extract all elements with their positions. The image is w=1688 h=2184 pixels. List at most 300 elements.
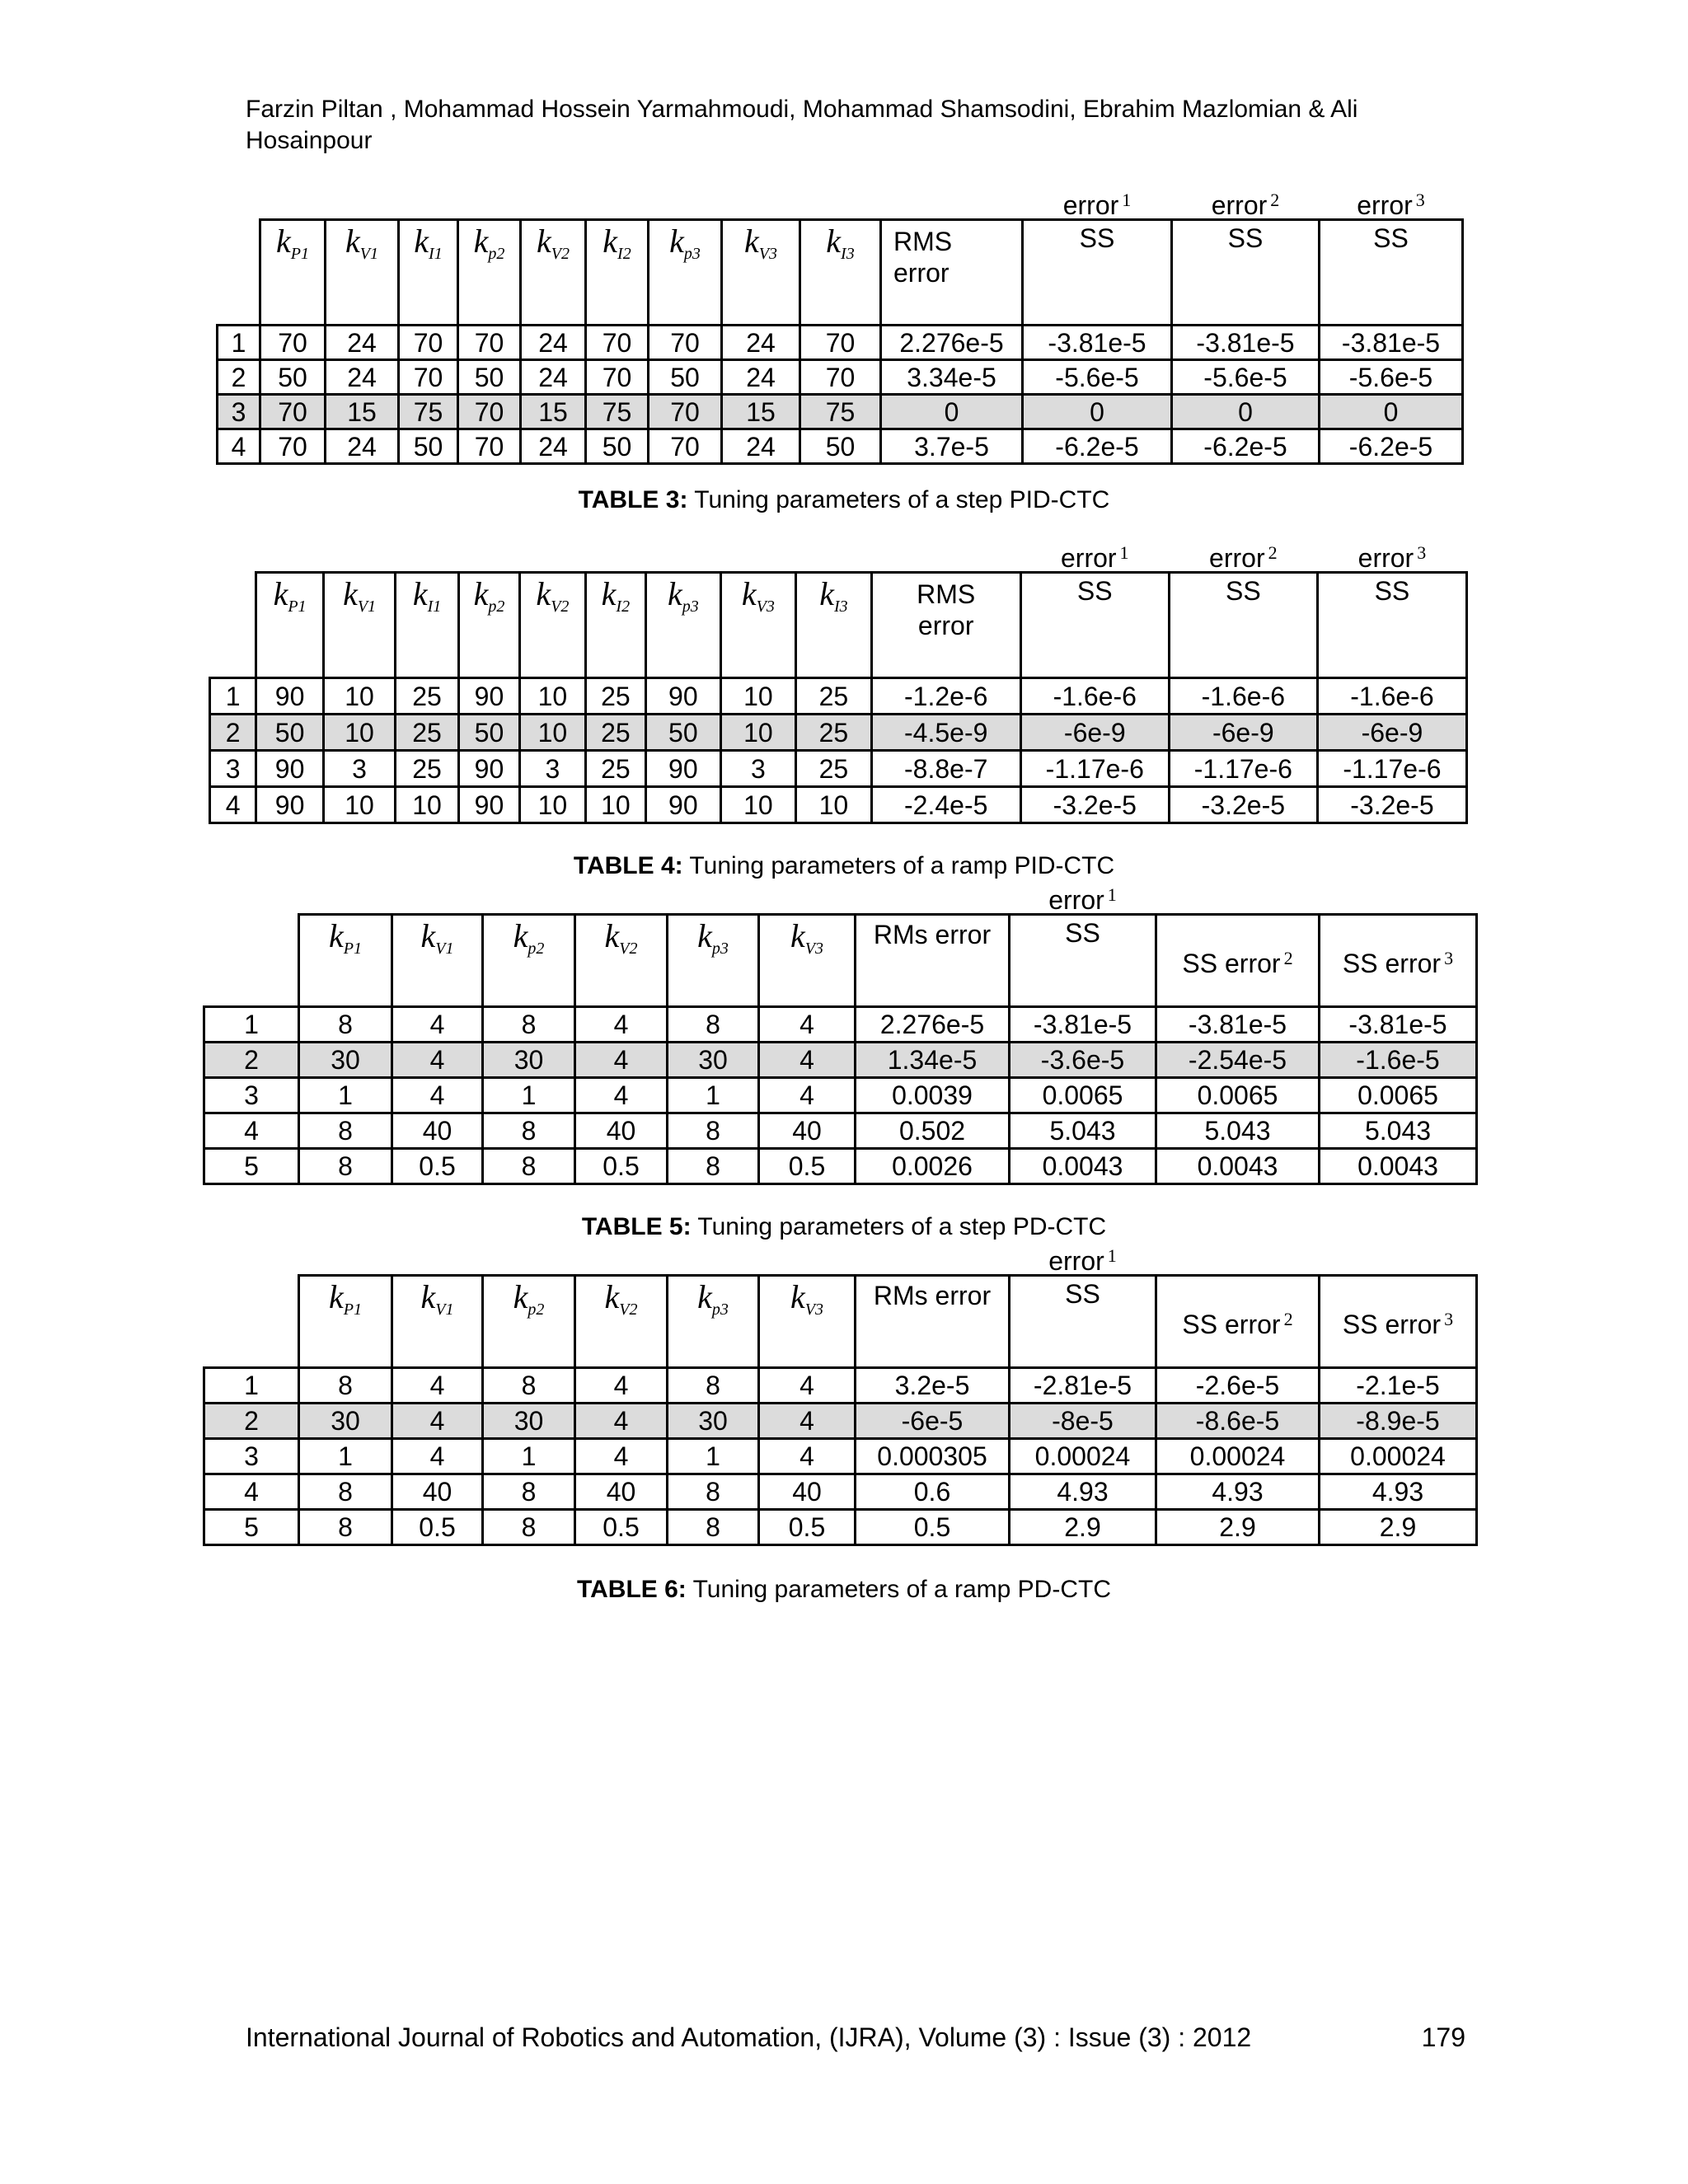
kV2-header: $k_{V2}$ (521, 220, 586, 326)
table-cell: 10 (520, 787, 585, 823)
table-cell: 90 (458, 787, 519, 823)
kP1-header: $k_{P1}$ (260, 220, 326, 326)
table-cell: 10 (520, 715, 585, 751)
table-cell: 0.5 (856, 1510, 1010, 1545)
table-cell: 25 (396, 715, 458, 751)
table-cell: 70 (458, 395, 521, 429)
table-cell: 15 (722, 395, 800, 429)
kV3-header: $k_{V3}$ (720, 573, 796, 678)
corner-cell (204, 915, 299, 1007)
table-cell: 25 (585, 751, 645, 787)
table-6 (203, 1245, 1478, 1546)
table-cell: 1 (668, 1439, 759, 1474)
table-cell: 70 (399, 360, 458, 395)
table-cell: 90 (646, 787, 721, 823)
table-cell: 0.0043 (1010, 1149, 1156, 1184)
table-cell: 0.6 (856, 1474, 1010, 1510)
table-cell: 4 (392, 1368, 483, 1404)
kp2-header: $k_{p2}$ (458, 573, 519, 678)
table-cell: 40 (392, 1474, 483, 1510)
table-cell: 4 (392, 1043, 483, 1078)
kp3-header: $k_{p3}$ (668, 1276, 759, 1368)
table-cell: 0.5 (759, 1510, 856, 1545)
table-4-caption: TABLE 4: Tuning parameters of a ramp PID-CTC (573, 852, 1115, 879)
table-cell: 8 (483, 1510, 575, 1545)
table-cell: 8 (299, 1113, 392, 1149)
kV1-header: $k_{V1}$ (326, 220, 399, 326)
kV3-header: $k_{V3}$ (722, 220, 800, 326)
table-4 (209, 542, 1468, 824)
row-number-cell: 1 (204, 1368, 299, 1404)
table-5-header-row (204, 915, 1477, 1007)
table-cell: 0.0065 (1320, 1078, 1477, 1113)
table-cell: 30 (299, 1043, 392, 1078)
table-cell: 0.00024 (1156, 1439, 1320, 1474)
table-row (218, 429, 1463, 464)
table-cell: 30 (299, 1404, 392, 1439)
table-cell: -3.81e-5 (1320, 1007, 1477, 1043)
table-cell: 4 (759, 1368, 856, 1404)
table-cell: -3.81e-5 (1172, 326, 1320, 360)
table-cell: 0 (1172, 395, 1320, 429)
table-cell: -2.54e-5 (1156, 1043, 1320, 1078)
table-row (210, 715, 1467, 751)
table-cell: 4 (392, 1078, 483, 1113)
table-cell: 4 (575, 1368, 668, 1404)
table-cell: -5.6e-5 (1172, 360, 1320, 395)
table-row (210, 787, 1467, 823)
table-row (210, 751, 1467, 787)
table-cell: 1 (299, 1439, 392, 1474)
table-cell: 90 (646, 751, 721, 787)
table-row (204, 1043, 1477, 1078)
table-cell: 25 (396, 678, 458, 715)
table-cell: -3.81e-5 (1156, 1007, 1320, 1043)
table-cell: -1.6e-6 (1020, 678, 1169, 715)
row-number-cell: 2 (204, 1404, 299, 1439)
table-cell: 1 (299, 1078, 392, 1113)
kP1-header: $k_{P1}$ (256, 573, 323, 678)
table-cell: 24 (722, 326, 800, 360)
table-cell: -2.1e-5 (1320, 1368, 1477, 1404)
table-row (204, 1474, 1477, 1510)
table-row (218, 395, 1463, 429)
table-cell: 30 (668, 1043, 759, 1078)
table-cell: -6e-9 (1169, 715, 1317, 751)
table-cell: 4 (575, 1043, 668, 1078)
table-cell: 70 (586, 360, 649, 395)
table-cell: 8 (299, 1474, 392, 1510)
table-cell: 90 (646, 678, 721, 715)
table-cell: -1.6e-6 (1317, 678, 1466, 715)
table-cell: 2.276e-5 (881, 326, 1023, 360)
table-cell: 1 (483, 1078, 575, 1113)
kI3-header: $k_{I3}$ (800, 220, 881, 326)
table-cell: 0.000305 (856, 1439, 1010, 1474)
table-cell: 70 (586, 326, 649, 360)
table-cell: 25 (396, 751, 458, 787)
table-cell: 4 (392, 1007, 483, 1043)
table-cell: 5.043 (1010, 1113, 1156, 1149)
table-cell: 0.5 (392, 1510, 483, 1545)
table-cell: 70 (458, 429, 521, 464)
table-cell: 24 (326, 429, 399, 464)
table-cell: 75 (586, 395, 649, 429)
table-cell: -3.81e-5 (1023, 326, 1172, 360)
table-cell: 4 (575, 1007, 668, 1043)
table-cell: 4 (759, 1078, 856, 1113)
table-cell: 10 (720, 678, 796, 715)
table-cell: 30 (668, 1404, 759, 1439)
table-cell: 8 (668, 1007, 759, 1043)
table-cell: 75 (800, 395, 881, 429)
table-cell: -3.6e-5 (1010, 1043, 1156, 1078)
table-cell: 8 (668, 1474, 759, 1510)
table-cell: 90 (458, 678, 519, 715)
table-cell: -1.6e-5 (1320, 1043, 1477, 1078)
table-cell: 0 (1023, 395, 1172, 429)
ss-error-3-header: SS error $^3$ (1320, 220, 1463, 326)
ss-error-1-header: SS error $^1$ (1023, 220, 1172, 326)
table-cell: 4.93 (1320, 1474, 1477, 1510)
table-cell: -6.2e-5 (1320, 429, 1463, 464)
kp3-header: $k_{p3}$ (668, 915, 759, 1007)
table-cell: 4 (575, 1404, 668, 1439)
table-cell: 0 (1320, 395, 1463, 429)
table-cell: -4.5e-9 (871, 715, 1020, 751)
table-cell: 40 (392, 1113, 483, 1149)
table-cell: -6e-9 (1317, 715, 1466, 751)
table-cell: 30 (483, 1043, 575, 1078)
table-cell: 70 (260, 429, 326, 464)
table-cell: 4 (392, 1404, 483, 1439)
table-cell: 0 (881, 395, 1023, 429)
table-cell: -1.2e-6 (871, 678, 1020, 715)
table-cell: -1.17e-6 (1317, 751, 1466, 787)
table-cell: -1.17e-6 (1020, 751, 1169, 787)
kV2-header: $k_{V2}$ (520, 573, 585, 678)
row-number-cell: 1 (218, 326, 260, 360)
table-row (204, 1007, 1477, 1043)
table-cell: 70 (260, 326, 326, 360)
kI1-header: $k_{I1}$ (399, 220, 458, 326)
table-cell: -3.2e-5 (1317, 787, 1466, 823)
table-cell: 8 (483, 1474, 575, 1510)
table-cell: 70 (649, 429, 722, 464)
table-cell: 0.5 (575, 1510, 668, 1545)
table-cell: -3.2e-5 (1169, 787, 1317, 823)
table-cell: 8 (299, 1149, 392, 1184)
table-cell: 3 (720, 751, 796, 787)
table-cell: -5.6e-5 (1320, 360, 1463, 395)
kI2-header: $k_{I2}$ (585, 573, 645, 678)
table-cell: 10 (720, 715, 796, 751)
ss-error-3-header: SS error $^3$ (1317, 573, 1466, 678)
kV1-header: $k_{V1}$ (323, 573, 396, 678)
table-cell: 4.93 (1156, 1474, 1320, 1510)
row-number-cell: 3 (204, 1078, 299, 1113)
table-cell: -8.8e-7 (871, 751, 1020, 787)
table-cell: -6.2e-5 (1023, 429, 1172, 464)
table-cell: -2.4e-5 (871, 787, 1020, 823)
table-cell: 8 (668, 1510, 759, 1545)
ss-error-2-header: SS error $^2$ (1156, 915, 1320, 1007)
table-6-caption: TABLE 6: Tuning parameters of a ramp PD-CTC (577, 1576, 1111, 1603)
ss-error-3-header: SS error $^3$ (1320, 1276, 1477, 1368)
table-cell: -8.6e-5 (1156, 1404, 1320, 1439)
table-cell: 0.5 (392, 1149, 483, 1184)
table-cell: 2.9 (1320, 1510, 1477, 1545)
table-cell: 0.502 (856, 1113, 1010, 1149)
table-cell: 8 (483, 1368, 575, 1404)
rms-error-header: RMs error (856, 1276, 1010, 1368)
table-cell: 25 (585, 715, 645, 751)
table-cell: 25 (796, 751, 872, 787)
corner-cell (218, 220, 260, 326)
table-cell: 8 (668, 1113, 759, 1149)
table-cell: 40 (759, 1474, 856, 1510)
page-header (246, 94, 1482, 157)
rms-error-header: RMs error (856, 915, 1010, 1007)
table-cell: 70 (800, 360, 881, 395)
table-cell: -8e-5 (1010, 1404, 1156, 1439)
kI3-header: $k_{I3}$ (796, 573, 872, 678)
table-cell: 0.00024 (1320, 1439, 1477, 1474)
kp2-header: $k_{p2}$ (483, 915, 575, 1007)
table-cell: 8 (483, 1113, 575, 1149)
kV1-header: $k_{V1}$ (392, 1276, 483, 1368)
ss-error-3-header: SS error $^3$ (1320, 915, 1477, 1007)
table-cell: 3 (323, 751, 396, 787)
table-cell: 2.9 (1156, 1510, 1320, 1545)
table-row (204, 1149, 1477, 1184)
kp2-header: $k_{p2}$ (458, 220, 521, 326)
ss-error-2-header: SS error $^2$ (1172, 220, 1320, 326)
table-cell: 10 (720, 787, 796, 823)
table-cell: 25 (796, 715, 872, 751)
table-row (204, 1404, 1477, 1439)
table-row (218, 326, 1463, 360)
table-cell: -6.2e-5 (1172, 429, 1320, 464)
table-cell: 3.7e-5 (881, 429, 1023, 464)
table-cell: 0.00024 (1010, 1439, 1156, 1474)
table-cell: 24 (722, 429, 800, 464)
table-cell: 50 (586, 429, 649, 464)
kP1-header: $k_{P1}$ (299, 1276, 392, 1368)
table-cell: -5.6e-5 (1023, 360, 1172, 395)
table-cell: 40 (759, 1113, 856, 1149)
table-cell: 15 (521, 395, 586, 429)
table-cell: 15 (326, 395, 399, 429)
table-cell: 4.93 (1010, 1474, 1156, 1510)
table-3-caption: TABLE 3: Tuning parameters of a step PID-CTC (578, 486, 1110, 513)
journal-citation: International Journal of Robotics and Automation, (IJRA), Volume (3) : Issue (3) : 2012 (246, 2022, 1252, 2052)
table-cell: 90 (256, 678, 323, 715)
table-cell: 8 (299, 1510, 392, 1545)
row-number-cell: 1 (204, 1007, 299, 1043)
table-cell: 0.5 (759, 1149, 856, 1184)
ss-error-1-header: SS error $^1$ (1010, 915, 1156, 1007)
row-number-cell: 3 (210, 751, 256, 787)
table-row (210, 678, 1467, 715)
table-cell: 50 (800, 429, 881, 464)
table-row (218, 360, 1463, 395)
table-cell: -8.9e-5 (1320, 1404, 1477, 1439)
table-cell: 40 (575, 1474, 668, 1510)
table-cell: 70 (458, 326, 521, 360)
table-cell: -3.2e-5 (1020, 787, 1169, 823)
table-row (204, 1439, 1477, 1474)
table-cell: 0.0039 (856, 1078, 1010, 1113)
row-number-cell: 5 (204, 1510, 299, 1545)
table-cell: -1.6e-6 (1169, 678, 1317, 715)
table-3 (216, 190, 1464, 465)
table-3-header-row (218, 220, 1463, 326)
table-cell: 1 (483, 1439, 575, 1474)
table-cell: 2.276e-5 (856, 1007, 1010, 1043)
table-cell: 10 (323, 787, 396, 823)
table-cell: 50 (646, 715, 721, 751)
table-row (204, 1510, 1477, 1545)
table-cell: 90 (458, 751, 519, 787)
kI2-header: $k_{I2}$ (586, 220, 649, 326)
table-cell: 50 (649, 360, 722, 395)
table-cell: 8 (483, 1007, 575, 1043)
table-cell: 8 (299, 1007, 392, 1043)
rms-error-header: RMS error (871, 573, 1020, 678)
table-cell: -6e-9 (1020, 715, 1169, 751)
table-cell: 70 (399, 326, 458, 360)
page-footer (246, 2022, 1465, 2053)
table-5-caption: TABLE 5: Tuning parameters of a step PD-CTC (581, 1213, 1107, 1240)
table-cell: 50 (458, 360, 521, 395)
table-cell: 90 (256, 751, 323, 787)
table-5 (203, 884, 1478, 1185)
table-cell: 24 (521, 429, 586, 464)
kp2-header: $k_{p2}$ (483, 1276, 575, 1368)
row-number-cell: 3 (218, 395, 260, 429)
corner-cell (210, 573, 256, 678)
table-cell: 50 (458, 715, 519, 751)
table-cell: -1.17e-6 (1169, 751, 1317, 787)
row-number-cell: 4 (204, 1113, 299, 1149)
table-cell: 50 (399, 429, 458, 464)
authors-line-2: Hosainpour (246, 127, 373, 154)
table-cell: -6e-5 (856, 1404, 1010, 1439)
table-cell: 4 (759, 1439, 856, 1474)
table-cell: 70 (260, 395, 326, 429)
table-cell: 90 (256, 787, 323, 823)
table-6-header-row (204, 1276, 1477, 1368)
table-cell: 5.043 (1156, 1113, 1320, 1149)
table-row (204, 1113, 1477, 1149)
ss-error-2-header: SS error $^2$ (1156, 1276, 1320, 1368)
kp3-header: $k_{p3}$ (649, 220, 722, 326)
table-cell: 0.0065 (1156, 1078, 1320, 1113)
table-cell: 1.34e-5 (856, 1043, 1010, 1078)
table-cell: 4 (759, 1007, 856, 1043)
table-row (204, 1078, 1477, 1113)
table-cell: 4 (575, 1078, 668, 1113)
table-cell: 3.34e-5 (881, 360, 1023, 395)
corner-cell (204, 1276, 299, 1368)
table-cell: 75 (399, 395, 458, 429)
table-cell: 0.0043 (1156, 1149, 1320, 1184)
kp3-header: $k_{p3}$ (646, 573, 721, 678)
table-row (204, 1368, 1477, 1404)
kV3-header: $k_{V3}$ (759, 915, 856, 1007)
table-cell: 3.2e-5 (856, 1368, 1010, 1404)
table-cell: 8 (668, 1149, 759, 1184)
table-cell: 24 (722, 360, 800, 395)
row-number-cell: 5 (204, 1149, 299, 1184)
table-cell: -2.81e-5 (1010, 1368, 1156, 1404)
table-cell: 70 (649, 326, 722, 360)
table-cell: 5.043 (1320, 1113, 1477, 1149)
row-number-cell: 1 (210, 678, 256, 715)
table-cell: 4 (759, 1404, 856, 1439)
table-cell: 4 (575, 1439, 668, 1474)
row-number-cell: 2 (210, 715, 256, 751)
page-number: 179 (1421, 2022, 1465, 2052)
table-cell: 25 (796, 678, 872, 715)
table-cell: -3.81e-5 (1320, 326, 1463, 360)
rms-error-header: RMS error (881, 220, 1023, 326)
table-cell: 24 (326, 360, 399, 395)
table-cell: 70 (800, 326, 881, 360)
table-cell: 40 (575, 1113, 668, 1149)
table-cell: 25 (585, 678, 645, 715)
table-cell: 0.0026 (856, 1149, 1010, 1184)
table-cell: 10 (585, 787, 645, 823)
table-cell: 4 (392, 1439, 483, 1474)
table-cell: 2.9 (1010, 1510, 1156, 1545)
row-number-cell: 4 (210, 787, 256, 823)
table-cell: 0.5 (575, 1149, 668, 1184)
kV3-header: $k_{V3}$ (759, 1276, 856, 1368)
row-number-cell: 2 (218, 360, 260, 395)
row-number-cell: 2 (204, 1043, 299, 1078)
table-cell: 24 (326, 326, 399, 360)
table-cell: 8 (668, 1368, 759, 1404)
table-4-header-row (210, 573, 1467, 678)
table-cell: 0.0043 (1320, 1149, 1477, 1184)
ss-error-1-header: SS error $^1$ (1020, 573, 1169, 678)
table-cell: 10 (396, 787, 458, 823)
kI1-header: $k_{I1}$ (396, 573, 458, 678)
table-cell: 50 (256, 715, 323, 751)
kV1-header: $k_{V1}$ (392, 915, 483, 1007)
table-cell: 10 (520, 678, 585, 715)
table-cell: 10 (323, 715, 396, 751)
table-cell: 30 (483, 1404, 575, 1439)
row-number-cell: 4 (218, 429, 260, 464)
table-cell: -2.6e-5 (1156, 1368, 1320, 1404)
table-cell: 4 (759, 1043, 856, 1078)
table-cell: 0.0065 (1010, 1078, 1156, 1113)
kV2-header: $k_{V2}$ (575, 1276, 668, 1368)
table-cell: 1 (668, 1078, 759, 1113)
row-number-cell: 3 (204, 1439, 299, 1474)
table-cell: -3.81e-5 (1010, 1007, 1156, 1043)
table-cell: 70 (649, 395, 722, 429)
table-cell: 24 (521, 326, 586, 360)
table-cell: 10 (796, 787, 872, 823)
ss-error-2-header: SS error $^2$ (1169, 573, 1317, 678)
table-cell: 10 (323, 678, 396, 715)
table-cell: 8 (483, 1149, 575, 1184)
kV2-header: $k_{V2}$ (575, 915, 668, 1007)
